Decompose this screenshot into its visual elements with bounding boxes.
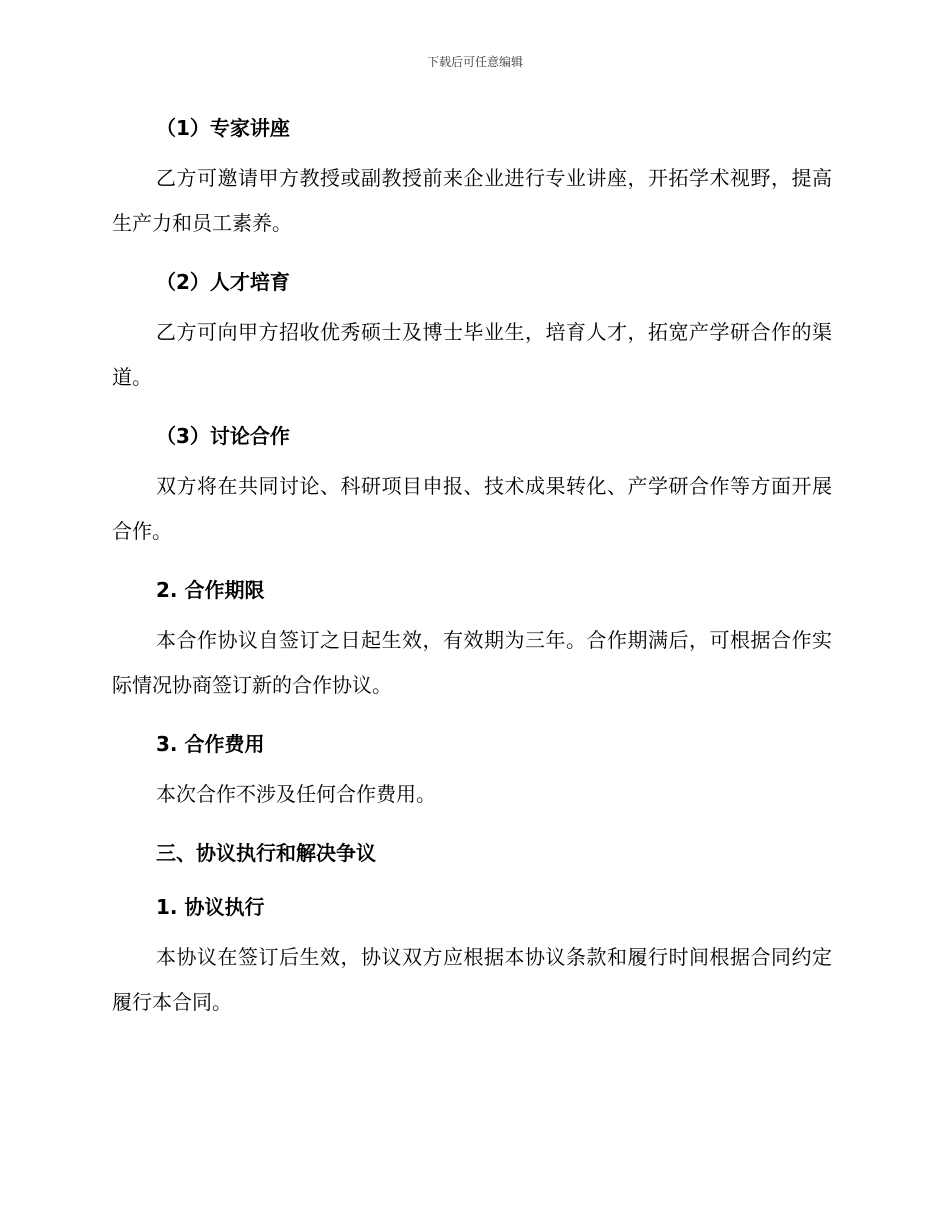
paragraph-discussion-cooperation: 双方将在共同讨论、科研项目申报、技术成果转化、产学研合作等方面开展合作。 [112, 474, 832, 543]
section-heading-talent-cultivation: （2）人才培育 [156, 270, 290, 294]
paragraph-cooperation-fees: 本次合作不涉及任何合作费用。 [156, 782, 436, 806]
section-heading-expert-lecture: （1）专家讲座 [156, 116, 290, 140]
page-header: 下载后可任意编辑 [426, 55, 523, 69]
paragraph-talent-cultivation: 乙方可向甲方招收优秀硕士及博士毕业生，培育人才，拓宽产学研合作的渠道。 [112, 320, 832, 389]
paragraph-expert-lecture: 乙方可邀请甲方教授或副教授前来企业进行专业讲座，开拓学术视野，提高生产力和员工素养。 [112, 166, 832, 235]
document-body [112, 110, 832, 1025]
paragraph-cooperation-term: 本合作协议自签订之日起生效，有效期为三年。合作期满后，可根据合作实际情况协商签订新的合作协议。 [112, 628, 832, 697]
paragraph-agreement-execution: 本协议在签订后生效，协议双方应根据本协议条款和履行时间根据合同约定履行本合同。 [112, 945, 832, 1014]
section-heading-cooperation-fees: 3. 合作费用 [156, 732, 265, 756]
section-heading-cooperation-term: 2. 合作期限 [156, 578, 265, 602]
section-heading-discussion-cooperation: （3）讨论合作 [156, 424, 290, 448]
chapter-heading-execution-disputes: 三、协议执行和解决争议 [156, 841, 376, 865]
section-heading-agreement-execution: 1. 协议执行 [156, 895, 265, 919]
